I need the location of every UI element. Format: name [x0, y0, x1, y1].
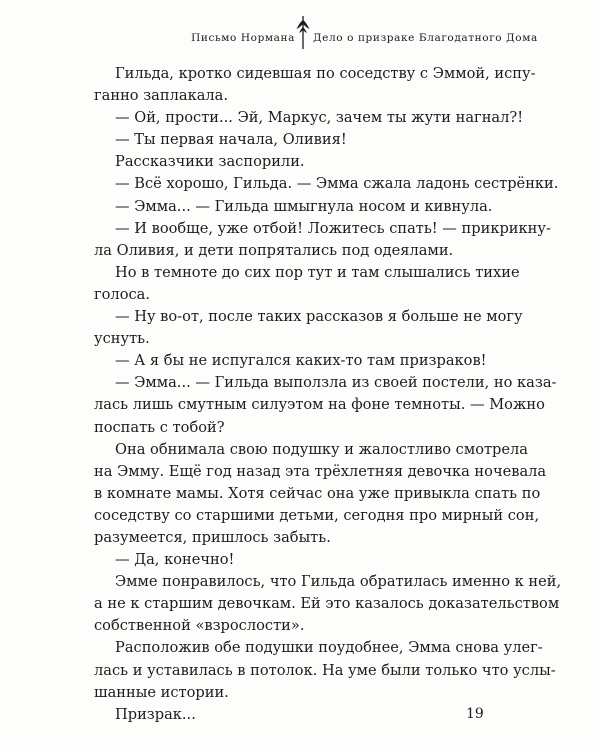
- text-line: — Ой, прости... Эй, Маркус, зачем ты жути нагнал?!: [115, 109, 524, 127]
- text-line: Гильда, кротко сидевшая по соседству с Эммой, испу-: [115, 65, 536, 82]
- text-line: Рассказчики заспорили.: [115, 153, 305, 171]
- text-line: соседству со старшими детьми, сегодня про мирный сон,: [94, 506, 540, 524]
- text-line: Расположив обе подушки поудобнее, Эмма снова улег-: [115, 639, 543, 657]
- text-line: — Ну во-от, после таких рассказов я больше не могу: [115, 308, 523, 326]
- text-line: — Всё хорошо, Гильда. — Эмма сжала ладонь сестрёнки.: [115, 175, 559, 193]
- running-header: [0, 14, 600, 50]
- text-line: Она обнимала свою подушку и жалостливо смотрела: [115, 440, 529, 458]
- text-line: Призрак...: [115, 705, 196, 723]
- text-line: лась и уставилась в потолок. На уме были только что услы-: [94, 661, 556, 679]
- text-line: ганно заплакала.: [94, 87, 229, 105]
- text-line: уснуть.: [94, 330, 150, 348]
- text-line: — Да, конечно!: [115, 551, 235, 569]
- page-number: 19: [466, 706, 484, 722]
- fleuron-ornament-icon: [296, 14, 310, 50]
- text-line: в комнате мамы. Хотя сейчас она уже привыкла спать по: [94, 484, 541, 502]
- header-chapter-title: Дело о призраке Благодатного Дома: [313, 32, 538, 44]
- text-line: — А я бы не испугался каких-то там призраков!: [115, 352, 487, 370]
- text-line: Но в темноте до сих пор тут и там слышались тихие: [115, 263, 520, 281]
- text-line: ла Оливия, и дети попрятались под одеялами.: [94, 241, 454, 259]
- text-line: а не к старшим девочкам. Ей это казалось доказательством: [94, 595, 560, 613]
- text-line: — Эмма... — Гильда шмыгнула носом и кивнула.: [115, 197, 493, 215]
- text-line: голоса.: [94, 285, 151, 303]
- text-line: поспать с тобой?: [94, 418, 225, 436]
- text-line: — Ты первая начала, Оливия!: [115, 131, 347, 149]
- header-book-title: Письмо Нормана: [191, 32, 295, 44]
- text-line: — Эмма... — Гильда выползла из своей постели, но каза-: [115, 374, 557, 392]
- text-line: разумеется, пришлось забыть.: [94, 528, 331, 546]
- text-line: собственной «взрослости».: [94, 617, 305, 635]
- text-line: на Эмму. Ещё год назад эта трёхлетняя девочка ночевала: [94, 462, 547, 480]
- text-line: лась лишь смутным силуэтом на фоне темноты. — Можно: [94, 396, 545, 414]
- body-text: [94, 63, 562, 726]
- text-line: шанные истории.: [94, 683, 229, 701]
- text-line: Эмме понравилось, что Гильда обратилась именно к ней,: [115, 573, 562, 591]
- text-line: — И вообще, уже отбой! Ложитесь спать! — прикрикну-: [115, 219, 551, 237]
